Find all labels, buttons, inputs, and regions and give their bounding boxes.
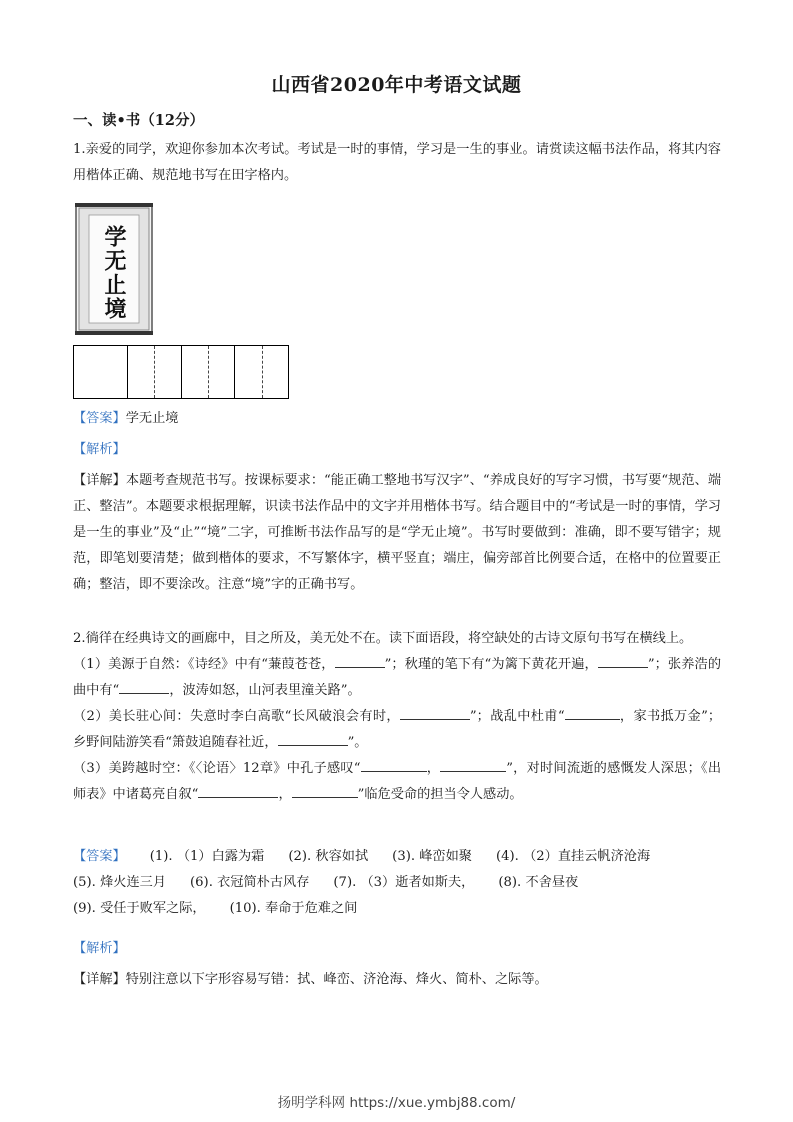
blank-line[interactable]: [278, 731, 348, 746]
answer-item-7: (7). （3）逝者如斯夫，: [333, 875, 475, 890]
blank-line[interactable]: [198, 783, 278, 798]
question-1-prompt: 1.亲爱的同学，欢迎你参加本次考试。考试是一时的事情，学习是一生的事业。请赏读这幅书法作品，将其内容用楷体正确、规范地书写在田字格内。: [73, 142, 721, 183]
analysis-label: 【解析】: [73, 941, 126, 956]
blank-line[interactable]: [400, 705, 470, 720]
blank-line[interactable]: [292, 783, 358, 798]
answer-item-2: (2). 秋容如拭: [288, 849, 369, 864]
question-2-prompt: 2.徜徉在经典诗文的画廊中，目之所及，美无处不在。读下面语段，将空缺处的古诗文原句书写在横线上。: [73, 631, 693, 646]
grid-cell-3[interactable]: [182, 346, 236, 398]
answer-item-4: (4). （2）直挂云帆济沧海: [496, 849, 651, 864]
answer-label: 【答案】: [73, 849, 126, 864]
grid-cell-4[interactable]: [235, 346, 288, 398]
blank-line[interactable]: [119, 679, 169, 694]
detail-label: 【详解】: [73, 972, 126, 987]
answer-text: 学无止境: [125, 411, 179, 426]
blank-line[interactable]: [335, 653, 385, 668]
answer-item-3: (3). 峰峦如聚: [392, 849, 472, 864]
answer-label: 【答案】: [73, 411, 126, 426]
calligraphy-text: 学无止境: [101, 225, 127, 321]
detail-label: 【详解】: [73, 473, 126, 488]
answer-item-6: (6). 衣冠简朴古风存: [190, 875, 310, 890]
grid-cell-2[interactable]: [128, 346, 182, 398]
answer-item-9: (9). 受任于败军之际，: [73, 901, 206, 916]
question-2-part-2: （2）美长驻心间：失意时李白高歌“长风破浪会有时， ”；战乱中杜甫“ ，家书抵万金”；乡野间陆游笑看“箫鼓追随春社近， ”。: [73, 704, 721, 756]
analysis-label: 【解析】: [73, 442, 126, 457]
section-heading: 一、读•书（12分）: [73, 112, 204, 129]
blank-line[interactable]: [565, 705, 620, 720]
question-1-text: [73, 137, 721, 189]
calligraphy-artwork: [75, 203, 153, 337]
blank-line[interactable]: [598, 653, 648, 668]
blank-line[interactable]: [361, 757, 427, 772]
grid-cell-1[interactable]: [74, 346, 128, 398]
question-1-answer-block: [73, 406, 721, 463]
question-2-detail: [73, 967, 721, 993]
page-title: 山西省2020年中考语文试题: [271, 74, 522, 96]
question-2-text: [73, 626, 721, 808]
answer-item-1: (1). （1）白露为霜: [149, 849, 265, 864]
writing-grid[interactable]: [73, 345, 289, 399]
answer-item-8: (8). 不舍昼夜: [498, 875, 579, 890]
question-2-part-3: （3）美跨越时空：《〈论语〉12章》中孔子感叹“ ， ”，对时间流逝的感慨发人深思；《出师表》中诸葛亮自叙“ ， ”临危受命的担当令人感动。: [73, 756, 721, 808]
question-2-answer-block: [73, 844, 721, 922]
page-footer: 扬明学科网 https://xue.ymbj88.com/: [277, 1095, 516, 1111]
answer-item-5: (5). 烽火连三月: [73, 875, 167, 890]
question-2-part-1: （1）美源于自然：《诗经》中有“蒹葭苍苍， ”；秋瑾的笔下有“为篱下黄花开遍， ”；张养浩的曲中有“ ，波涛如怒，山河表里潼关路”。: [73, 652, 721, 704]
detail-text: 本题考查规范书写。按课标要求：“能正确工整地书写汉字”、“养成良好的写字习惯，书写要“规范、端正、整洁”。本题要求根据理解，识读书法作品中的文字并用楷体书写。结合题目中的“考试是一时的事情，学习是一生的事业”及“止”“境”二字，可推断书法作品写的是“学无止境”。书写时要做到：准确，即不要写错字；规范，即笔划要清楚；做到楷体的要求，不写繁体字，横平竖直；端庄，偏旁部首比例要合适，在格中的位置要正确；整洁，即不要涂改。注意“境”字的正确书写。: [73, 473, 722, 592]
blank-line[interactable]: [440, 757, 506, 772]
detail-text: 特别注意以下字形容易写错：拭、峰峦、济沧海、烽火、简朴、之际等。: [125, 972, 548, 987]
question-1-detail: [73, 468, 721, 598]
question-2-analysis: [73, 936, 721, 962]
answer-item-10: (10). 奉命于危难之间: [229, 901, 358, 916]
